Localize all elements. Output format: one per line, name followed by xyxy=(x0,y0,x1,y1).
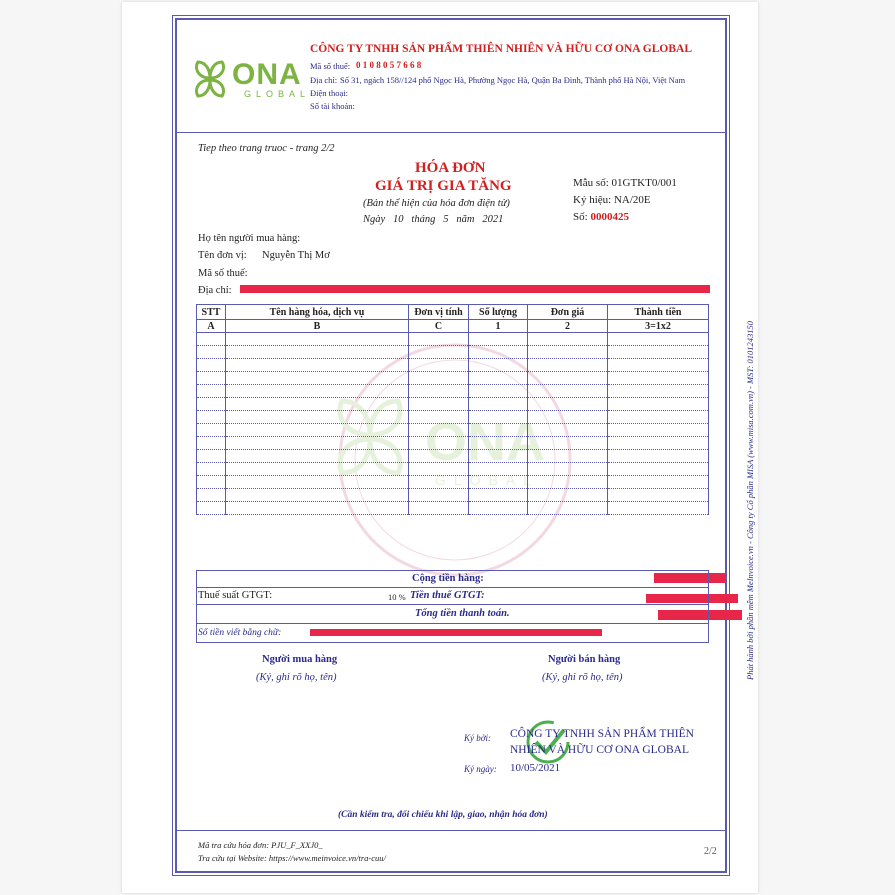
table-row xyxy=(197,502,709,515)
table-cell xyxy=(226,333,409,346)
date-month-label: tháng xyxy=(411,214,436,225)
buyer-tax-label: Mã số thuế: xyxy=(198,268,248,279)
code-b: B xyxy=(226,320,409,333)
invoice-date xyxy=(363,214,503,225)
table-row xyxy=(197,398,709,411)
side-note-text: Phát hành bởi phần mềm MeInvoice.vn - Công ty Cổ phần MISA (www.misa.com.vn) - MST: 0101243150 xyxy=(745,320,755,680)
table-cell xyxy=(469,333,528,346)
table-cell xyxy=(226,489,409,502)
table-row xyxy=(197,476,709,489)
table-cell xyxy=(409,502,469,515)
totals-line-3 xyxy=(196,623,709,624)
table-cell xyxy=(409,450,469,463)
th-stt: STT xyxy=(197,305,226,320)
date-year: 2021 xyxy=(482,214,504,225)
lookup-code-row xyxy=(198,840,323,850)
th-name: Tên hàng hóa, dịch vụ xyxy=(226,305,409,320)
redaction-vat xyxy=(646,594,738,603)
table-row xyxy=(197,346,709,359)
lookup-code-label: Mã tra cứu hóa đơn: xyxy=(198,840,270,850)
table-cell xyxy=(528,385,608,398)
invoice-title: HÓA ĐƠN xyxy=(415,160,486,176)
table-cell xyxy=(409,463,469,476)
table-cell xyxy=(608,463,709,476)
table-cell xyxy=(608,346,709,359)
redaction-subtotal xyxy=(654,573,726,583)
items-table xyxy=(196,304,709,515)
vat-rate: 10 % xyxy=(388,592,406,602)
code-2: 2 xyxy=(528,320,608,333)
vat-amount-label: Tiền thuế GTGT: xyxy=(410,590,485,601)
table-cell xyxy=(528,398,608,411)
table-cell xyxy=(409,333,469,346)
number-label: Số: xyxy=(573,211,588,223)
signed-by-label: Ký bởi: xyxy=(464,733,492,743)
lookup-site-row xyxy=(198,853,386,863)
th-unit: Đơn vị tính xyxy=(409,305,469,320)
symbol-value: NA/20E xyxy=(613,194,651,206)
signed-by-line1: CÔNG TY TNHH SẢN PHẨM THIÊN xyxy=(510,728,694,740)
table-cell xyxy=(469,398,528,411)
table-cell xyxy=(197,463,226,476)
table-cell xyxy=(197,450,226,463)
table-cell xyxy=(226,411,409,424)
symbol-row xyxy=(573,194,651,206)
table-cell xyxy=(409,424,469,437)
form-label: Mẫu số: xyxy=(573,177,609,189)
table-cell xyxy=(197,489,226,502)
table-cell xyxy=(608,489,709,502)
table-row xyxy=(197,424,709,437)
code-3: 3=1x2 xyxy=(608,320,709,333)
table-cell xyxy=(528,450,608,463)
table-cell xyxy=(469,411,528,424)
table-cell xyxy=(608,372,709,385)
ona-logo-sub: GLOBAL xyxy=(244,89,311,99)
buyer-unit: Nguyễn Thị Mơ xyxy=(262,250,330,261)
table-cell xyxy=(197,476,226,489)
table-cell xyxy=(409,398,469,411)
date-day: 10 xyxy=(393,214,404,225)
code-1: 1 xyxy=(469,320,528,333)
totals-line-2 xyxy=(196,604,709,605)
buyer-unit-label: Tên đơn vị: xyxy=(198,250,247,261)
table-cell xyxy=(528,476,608,489)
table-cell xyxy=(197,385,226,398)
table-cell xyxy=(528,359,608,372)
table-cell xyxy=(528,463,608,476)
totals-line-1 xyxy=(196,587,709,588)
seller-account-label: Số tài khoản: xyxy=(310,101,355,111)
th-qty: Số lượng xyxy=(469,305,528,320)
table-cell xyxy=(226,385,409,398)
table-cell xyxy=(226,372,409,385)
table-cell xyxy=(608,437,709,450)
number-row xyxy=(573,211,629,223)
table-cell xyxy=(608,476,709,489)
buyer-address-label: Địa chỉ: xyxy=(198,285,232,296)
totals-left-line xyxy=(196,570,197,643)
side-note xyxy=(745,240,765,680)
table-cell xyxy=(197,359,226,372)
table-cell xyxy=(528,372,608,385)
table-row xyxy=(197,385,709,398)
table-cell xyxy=(409,372,469,385)
invoice-subtitle: (Bản thể hiện của hóa đơn điện tử) xyxy=(363,198,510,209)
table-cell xyxy=(469,476,528,489)
table-row xyxy=(197,450,709,463)
code-a: A xyxy=(197,320,226,333)
totals-bottom-line xyxy=(196,642,709,643)
table-row xyxy=(197,437,709,450)
form-row xyxy=(573,177,677,189)
ona-leaf-logo-icon xyxy=(190,58,230,100)
table-cell xyxy=(226,424,409,437)
seller-address: Số 31, ngách 158//124 phố Ngọc Hà, Phường Ngọc Hà, Quận Ba Đình, Thành phố Hà Nội, Việt Nam xyxy=(340,75,686,85)
table-code-row xyxy=(197,320,709,333)
invoice-number: 0000425 xyxy=(590,211,629,223)
subtotal-label: Cộng tiền hàng: xyxy=(412,573,484,584)
table-cell xyxy=(469,437,528,450)
totals-top-line xyxy=(196,570,709,571)
table-cell xyxy=(528,333,608,346)
page-number: 2/2 xyxy=(704,846,717,857)
table-cell xyxy=(226,450,409,463)
table-row xyxy=(197,463,709,476)
table-cell xyxy=(197,333,226,346)
table-cell xyxy=(528,424,608,437)
seller-company: CÔNG TY TNHH SẢN PHẨM THIÊN NHIÊN VÀ HỮU CƠ ONA GLOBAL xyxy=(310,43,692,55)
table-row xyxy=(197,333,709,346)
table-cell xyxy=(197,411,226,424)
date-month: 5 xyxy=(443,214,449,225)
table-cell xyxy=(197,437,226,450)
table-cell xyxy=(409,476,469,489)
invoice-title-2: GIÁ TRỊ GIA TĂNG xyxy=(375,178,512,194)
seller-tax-code: 0 1 0 8 0 5 7 6 6 8 xyxy=(356,60,422,70)
table-cell xyxy=(469,450,528,463)
symbol-label: Ký hiệu: xyxy=(573,194,612,206)
table-cell xyxy=(197,346,226,359)
header-divider xyxy=(176,132,726,133)
date-day-label: Ngày xyxy=(363,214,386,225)
table-cell xyxy=(608,398,709,411)
sign-date: 10/05/2021 xyxy=(510,762,561,774)
table-cell xyxy=(469,463,528,476)
seller-sign-note: (Ký, ghi rõ họ, tên) xyxy=(542,672,623,683)
redaction-address xyxy=(240,285,710,293)
table-cell xyxy=(409,385,469,398)
table-cell xyxy=(528,502,608,515)
th-amount: Thành tiền xyxy=(608,305,709,320)
table-cell xyxy=(608,450,709,463)
totals-right-line xyxy=(708,570,709,643)
th-price: Đơn giá xyxy=(528,305,608,320)
svg-text:GLOBAL: GLOBAL xyxy=(435,472,540,488)
grand-total-label: Tổng tiền thanh toán. xyxy=(415,608,510,619)
table-cell xyxy=(197,424,226,437)
redaction-total xyxy=(658,610,742,620)
in-words-label: Số tiền viết bằng chữ: xyxy=(198,628,282,638)
table-cell xyxy=(608,385,709,398)
table-cell xyxy=(409,411,469,424)
date-year-label: năm xyxy=(456,214,475,225)
seller-tax-label: Mã số thuế: xyxy=(310,61,351,71)
table-row xyxy=(197,411,709,424)
seller-sign-title: Người bán hàng xyxy=(548,654,621,665)
table-cell xyxy=(469,385,528,398)
table-header-row xyxy=(197,305,709,320)
table-cell xyxy=(409,359,469,372)
table-cell xyxy=(608,411,709,424)
vat-rate-label: Thuế suất GTGT: xyxy=(198,590,273,601)
table-cell xyxy=(226,359,409,372)
svg-text:ONA: ONA xyxy=(425,412,545,472)
table-cell xyxy=(226,502,409,515)
footer-divider xyxy=(176,830,726,831)
table-cell xyxy=(469,359,528,372)
table-cell xyxy=(528,411,608,424)
buyer-name-label: Họ tên người mua hàng: xyxy=(198,233,301,244)
table-cell xyxy=(197,398,226,411)
table-row xyxy=(197,372,709,385)
table-cell xyxy=(528,437,608,450)
lookup-site-link[interactable]: https://www.meinvoice.vn/tra-cuu/ xyxy=(268,853,386,863)
table-cell xyxy=(608,502,709,515)
form-value: 01GTKT0/001 xyxy=(611,177,677,189)
table-row xyxy=(197,489,709,502)
table-cell xyxy=(608,333,709,346)
table-cell xyxy=(528,489,608,502)
table-cell xyxy=(409,489,469,502)
signature-check-icon xyxy=(524,718,574,768)
lookup-code: PJU_F_XXJ0_ xyxy=(271,840,323,850)
table-cell xyxy=(409,437,469,450)
table-cell xyxy=(528,346,608,359)
redaction-in-words xyxy=(310,629,602,636)
table-cell xyxy=(197,372,226,385)
table-cell xyxy=(226,476,409,489)
table-cell xyxy=(608,424,709,437)
buyer-sign-note: (Ký, ghi rõ họ, tên) xyxy=(256,672,337,683)
table-cell xyxy=(226,463,409,476)
table-row xyxy=(197,359,709,372)
continuation-note: Tiep theo trang truoc - trang 2/2 xyxy=(198,143,335,154)
sign-date-label: Ký ngày: xyxy=(464,764,497,774)
table-cell xyxy=(197,502,226,515)
table-cell xyxy=(469,424,528,437)
ona-logo-word: ONA xyxy=(232,58,302,91)
buyer-sign-title: Người mua hàng xyxy=(262,654,338,665)
table-cell xyxy=(226,398,409,411)
seller-phone-label: Điện thoại: xyxy=(310,88,349,98)
table-cell xyxy=(608,359,709,372)
check-note: (Cần kiểm tra, đối chiếu khi lập, giao, nhận hóa đơn) xyxy=(338,810,548,820)
table-cell xyxy=(226,437,409,450)
code-c: C xyxy=(409,320,469,333)
lookup-site-label: Tra cứu tại Website: xyxy=(198,853,267,863)
table-cell xyxy=(226,346,409,359)
table-cell xyxy=(469,346,528,359)
table-cell xyxy=(469,502,528,515)
table-cell xyxy=(409,346,469,359)
table-cell xyxy=(469,372,528,385)
seller-address-label: Địa chỉ: xyxy=(310,75,338,85)
table-cell xyxy=(469,489,528,502)
signed-by-line2: NHIÊN VÀ HỮU CƠ ONA GLOBAL xyxy=(510,744,689,756)
